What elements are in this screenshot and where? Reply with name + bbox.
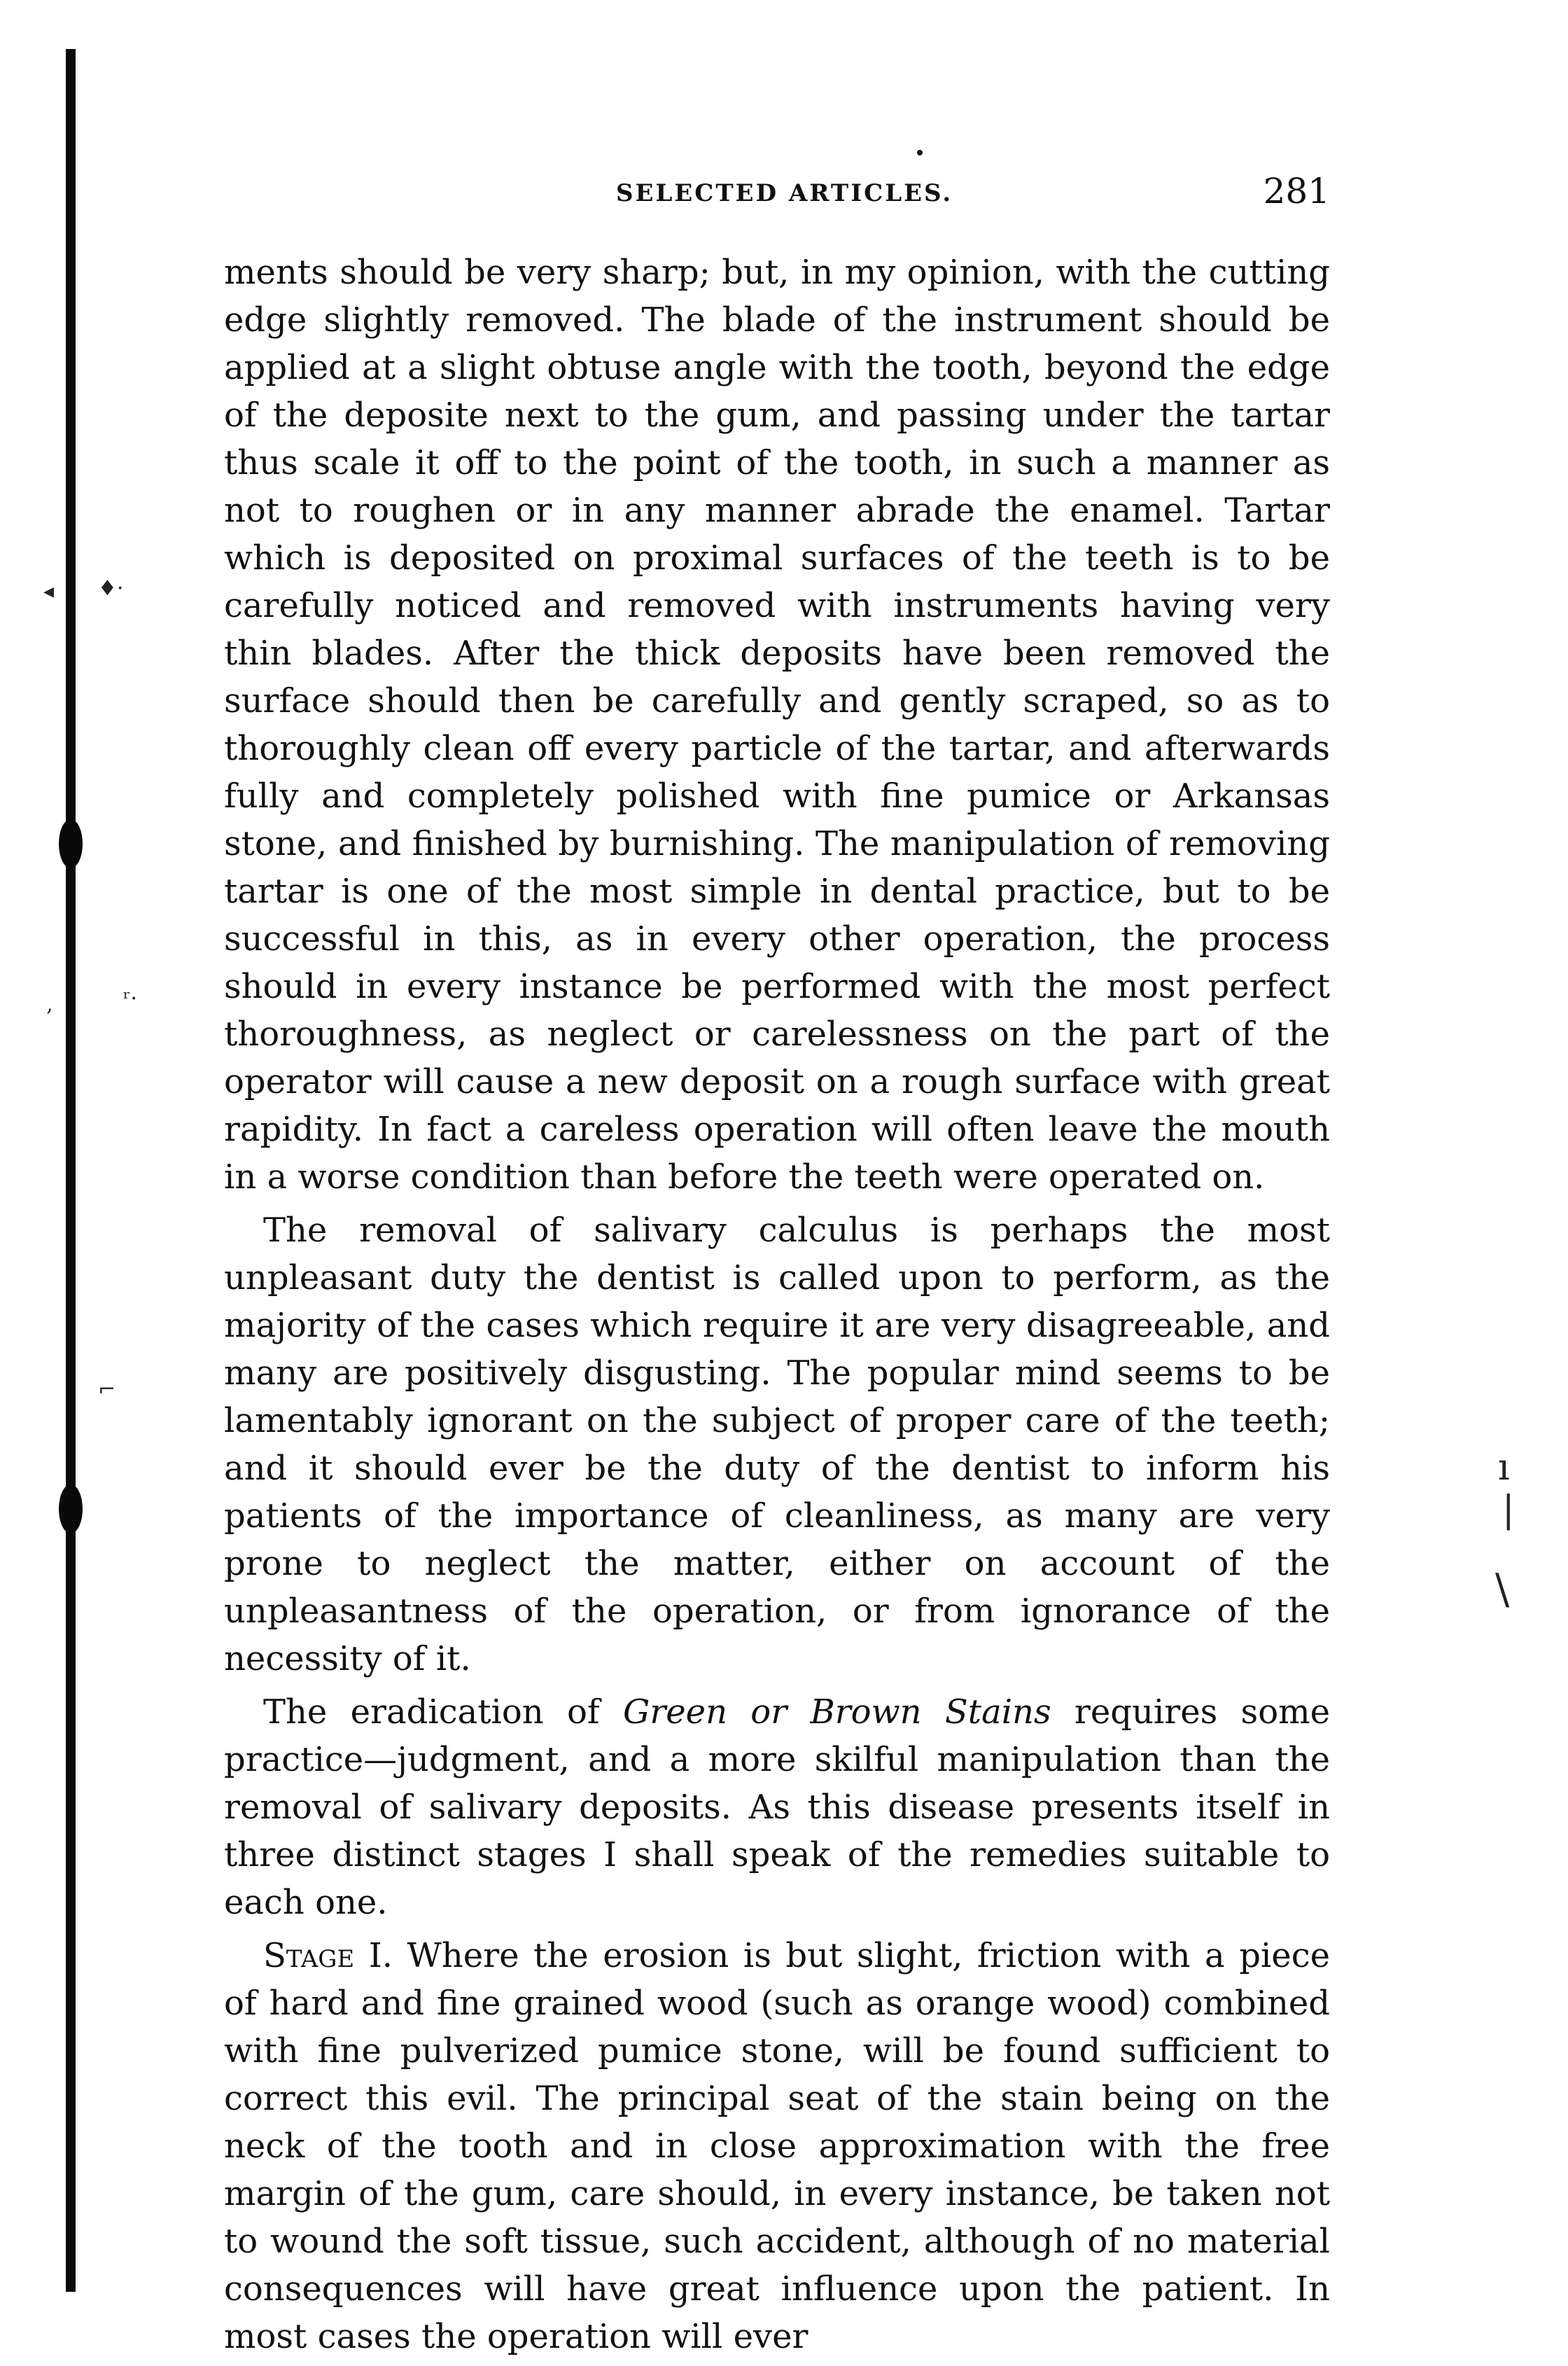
- margin-mark: |: [1502, 1489, 1515, 1531]
- ink-dot: [917, 150, 923, 155]
- paragraph-text: The eradication of: [263, 1692, 623, 1732]
- margin-mark: ♦·: [98, 576, 124, 601]
- body-text: [224, 249, 1330, 2366]
- paragraph: [224, 1932, 1330, 2360]
- paragraph-text: requires some practice—judgment, and a more skilful manipulation than the removal of salivary deposits. As this disease presents itself in three distinct stages I shall speak of the remedies suitable to each one.: [224, 1692, 1331, 1922]
- page-header: [224, 171, 1330, 220]
- binding-blob: [59, 819, 83, 868]
- running-head: SELECTED ARTICLES.: [616, 179, 953, 207]
- margin-mark: ◂: [43, 579, 55, 604]
- margin-mark: ʳ·: [123, 987, 137, 1011]
- binding-edge: [66, 49, 76, 2292]
- binding-blob: [59, 1484, 83, 1533]
- margin-mark: ‚: [46, 992, 53, 1017]
- stage-label: Stage I.: [263, 1936, 393, 1975]
- paragraph: [224, 1688, 1330, 1926]
- margin-mark: ⌐: [98, 1377, 116, 1402]
- italic-term: Green or Brown Stains: [622, 1692, 1051, 1732]
- margin-mark: \: [1495, 1565, 1510, 1614]
- paragraph: ments should be very sharp; but, in my opinion, with the cutting edge slightly removed. The blade of the instrument should be applied at a slight obtuse angle with the tooth, beyond the edge of the deposite next to the gum, and passing under the tartar thus scale it off to the point of the tooth, in such a manner as not to roughen or in any manner abrade the enamel. Tartar which is deposited on proximal surfaces of the teeth is to be carefully noticed and removed with instruments having very thin blades. After the thick deposits have been removed the surface should then be carefully and gently scraped, so as to thoroughly clean off every particle of the tartar, and afterwards fully and completely polished with fine pumice or Arkansas stone, and finished by burnishing. The manipulation of removing tartar is one of the most simple in dental practice, but to be successful in this, as in every other operation, the process should in every instance be performed with the most perfect thoroughness, as neglect or carelessness on the part of the operator will cause a new deposit on a rough surface with great rapidity. In fact a careless operation will often leave the mouth in a worse condition than before the teeth were operated on.: [224, 253, 1330, 1197]
- margin-mark: ı: [1498, 1447, 1510, 1489]
- paragraph-text: Where the erosion is but slight, friction with a piece of hard and fine grained wood (such as orange wood) combined with fine pulverized pumice stone, will be found sufficient to correct this evil. The principal seat of the stain being on the neck of the tooth and in close approximation with the free margin of the gum, care should, in every instance, be taken not to wound the soft tissue, such accident, although of no material consequences will have great influence upon the patient. In most cases the operation will ever: [224, 1936, 1330, 2356]
- page-number: 281: [1263, 171, 1330, 211]
- paragraph: The removal of salivary calculus is perhaps the most unpleasant duty the dentist is called upon to perform, as the majority of the cases which require it are very disagreeable, and many are positively disgusting. The popular mind seems to be lamentably ignorant on the subject of proper care of the teeth; and it should ever be the duty of the dentist to inform his patients of the importance of cleanliness, as many are very prone to neglect the matter, either on account of the unpleasantness of the operation, or from ignorance of the necessity of it.: [224, 1211, 1330, 1678]
